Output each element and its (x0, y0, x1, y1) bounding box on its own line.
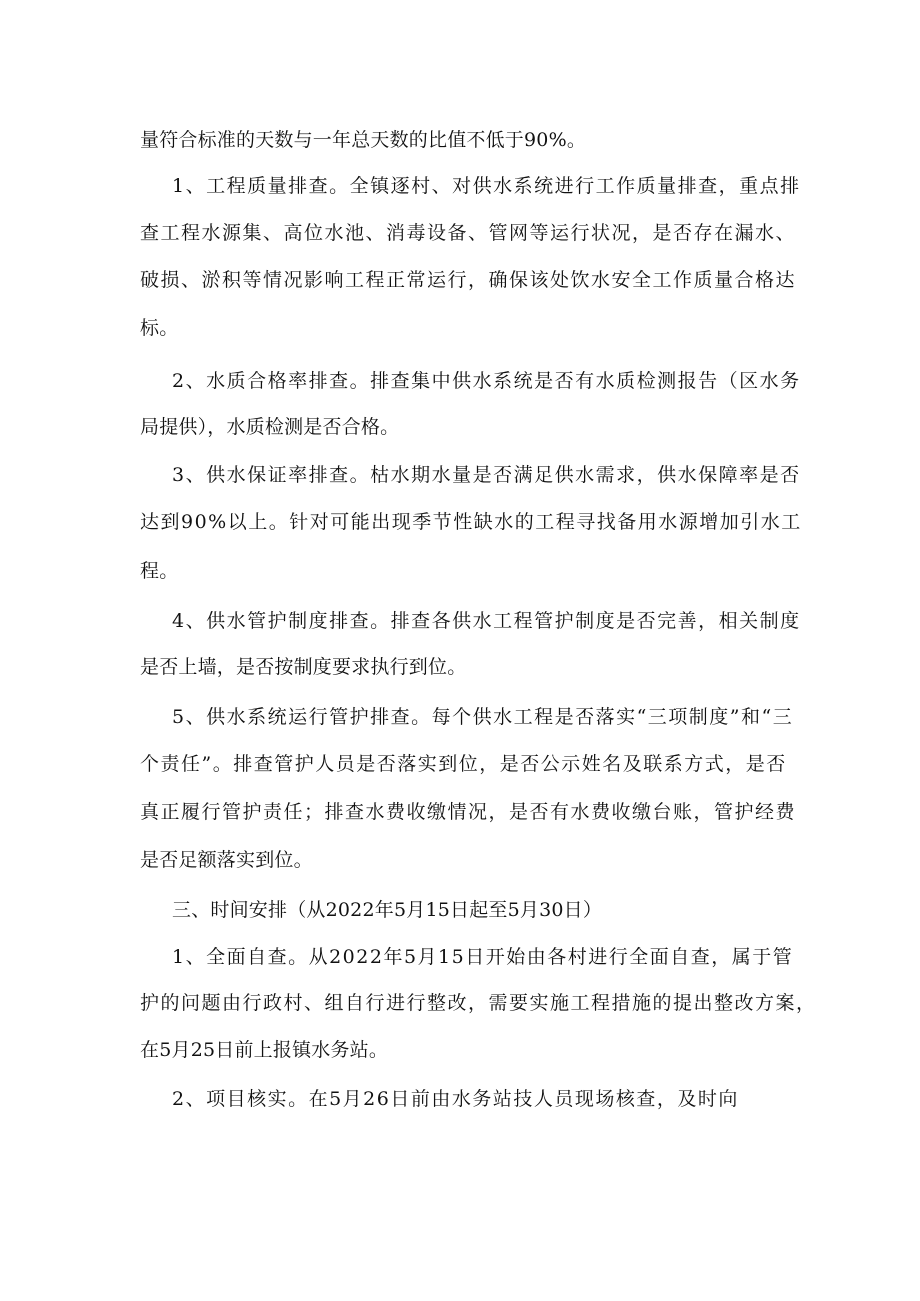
paragraph-line: 1、全面自查。从2022年5月15日开始由各村进行全面自查，属于管 (172, 946, 794, 968)
paragraph-line: 是否上墙，是否按制度要求执行到位。 (140, 656, 467, 678)
paragraph-line: 2、水质合格率排查。排查集中供水系统是否有水质检测报告（区水务 (172, 370, 801, 392)
paragraph-line: 在5月25日前上报镇水务站。 (140, 1039, 389, 1061)
paragraph-line: 4、供水管护制度排查。排查各供水工程管护制度是否完善，相关制度 (172, 610, 801, 632)
paragraph-line: 1、工程质量排查。全镇逐村、对供水系统进行工作质量排查，重点排 (172, 175, 801, 197)
paragraph-line: 标。 (140, 317, 179, 339)
paragraph-line: 真正履行管护责任；排查水费收缴情况，是否有水费收缴台账，管护经费 (140, 801, 797, 823)
paragraph-line: 查工程水源集、高位水池、消毒设备、管网等运行状况，是否存在漏水、 (140, 222, 797, 244)
paragraph-line: 破损、淤积等情况影响工程正常运行，确保该处饮水安全工作质量合格达 (140, 269, 797, 291)
intro-tail-line: 量符合标准的天数与一年总天数的比值不低于90%。 (140, 129, 587, 151)
paragraph-line: 2、项目核实。在5月26日前由水务站技人员现场核查，及时向 (172, 1088, 739, 1110)
paragraph-line: 3、供水保证率排查。枯水期水量是否满足供水需求，供水保障率是否 (172, 464, 801, 486)
paragraph-line: 程。 (140, 560, 179, 582)
paragraph-line: 局提供），水质检测是否合格。 (140, 416, 400, 438)
paragraph-line: 个责任”。排查管护人员是否落实到位，是否公示姓名及联系方式，是否 (140, 753, 787, 775)
paragraph-line: 是否足额落实到位。 (140, 849, 313, 871)
paragraph-line: 护的问题由行政村、组自行进行整改，需要实施工程措施的提出整改方案， (140, 992, 817, 1014)
paragraph-line: 5、供水系统运行管护排查。每个供水工程是否落实“三项制度”和“三 (172, 706, 794, 728)
section-heading: 三、时间安排（从2022年5月15日起至5月30日） (172, 899, 603, 921)
paragraph-line: 达到90%以上。针对可能出现季节性缺水的工程寻找备用水源增加引水工 (140, 511, 802, 533)
